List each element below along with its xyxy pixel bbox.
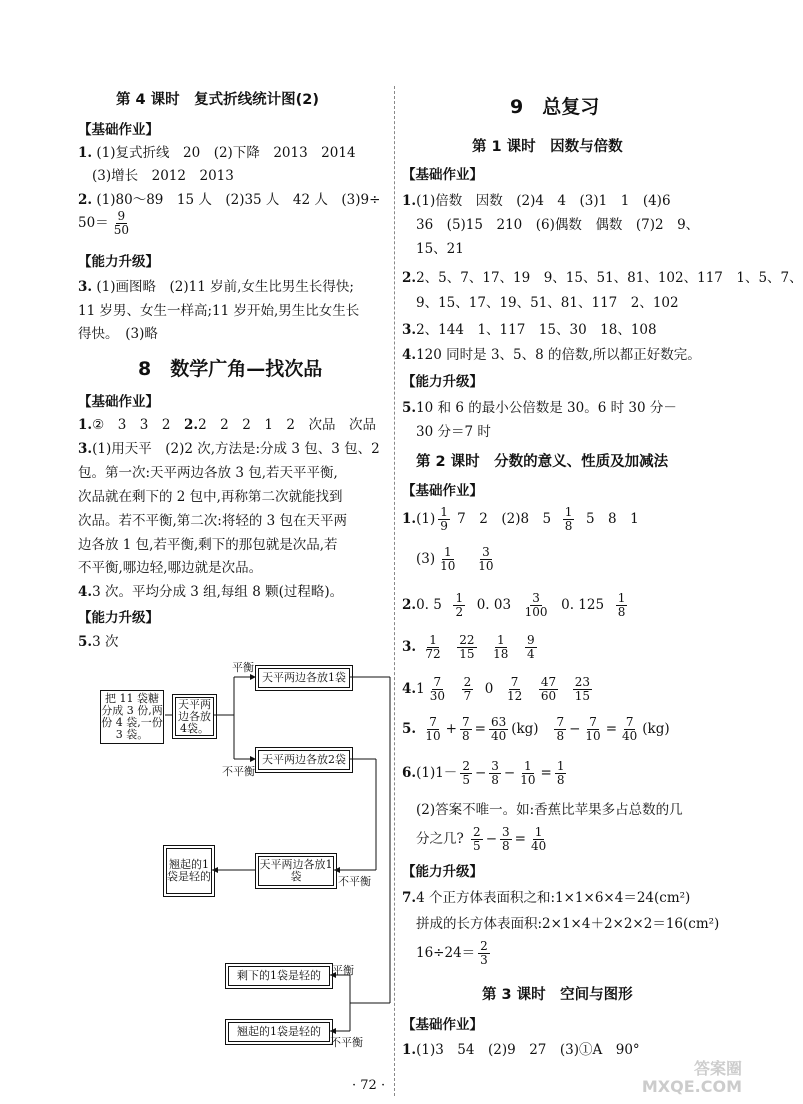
flow-rest-box: 剩下的1袋是轻的 — [228, 966, 330, 986]
advanced-label-2: 【能力升级】 — [78, 610, 159, 626]
label-unbalance-1: 不平衡 — [222, 765, 255, 778]
ch9-answer-5a: 5.10 和 6 的最小公倍数是 30。6 时 30 分－ — [402, 400, 677, 416]
advanced-label: 【能力升级】 — [78, 254, 159, 270]
flow-picked-box: 翘起的1袋是轻的 — [166, 848, 212, 894]
ch8-answer-1: 1.② 3 3 2 2.2 2 2 1 2 次品 次品 — [78, 417, 377, 433]
frac-answer-7b: 拼成的长方体表面积:2×1×4＋2×2×2＝16(cm²) — [416, 916, 720, 932]
flow-mid-box: 天平两边各放2袋 — [258, 750, 350, 770]
ch9-answer-1b: 36 (5)15 210 (6)偶数 偶数 (7)2 9、 — [416, 217, 700, 233]
ch9-answer-2a: 2.2、5、7、17、19 9、15、51、81、102、117 1、5、7、 — [402, 270, 803, 286]
lesson1-title: 第 1 课时 因数与倍数 — [472, 139, 623, 155]
frac-answer-1b: (3) $\frac{1}{10}$ $\frac{3}{10}$ — [416, 545, 494, 573]
chapter8-title: 8 数学广角—找次品 — [138, 358, 323, 380]
answer-2a: 2. (1)80～89 15 人 (2)35 人 42 人 (3)9÷ — [78, 192, 381, 208]
ch8-answer-5: 5.3 次 — [78, 634, 119, 650]
answer-3b: 11 岁男、女生一样高;11 岁开始,男生比女生长 — [78, 303, 360, 319]
ch8-answer-3d: 次品。若不平衡,第二次:将轻的 3 包在天平两 — [78, 513, 348, 529]
ch9-answer-3: 3.2、144 1、117 15、30 18、108 — [402, 322, 657, 338]
frac-answer-6c: 分之几? $\frac{2}{5}$ − $\frac{3}{8}$ = $\frac{1}{40}$ — [416, 825, 547, 853]
flow-step3-box: 天平两边各放1袋 — [258, 856, 334, 886]
answer-3a: 3. (1)画图略 (2)11 岁前,女生比男生长得快; — [78, 279, 354, 295]
ch8-answer-3e: 边各放 1 包,若平衡,剩下的那包就是次品,若 — [78, 537, 338, 553]
advanced-label-4: 【能力升级】 — [402, 864, 483, 880]
answer-1b: (3)增长 2012 2013 — [92, 168, 234, 184]
watermark-logo: 答案圈 MXQE.COM — [641, 1059, 742, 1096]
basic-homework-label: 【基础作业】 — [78, 122, 159, 138]
label-balance-1: 平衡 — [232, 661, 254, 674]
label-balance-2: 平衡 — [332, 964, 354, 977]
ch8-answer-3c: 次品就在剩下的 2 包中,再称第二次就能找到 — [78, 489, 343, 505]
ch8-answer-3b: 包。第一次:天平两边各放 3 包,若天平平衡, — [78, 465, 338, 481]
frac-answer-2: 2.0. 5 $\frac{1}{2}$ 0. 03 $\frac{3}{100}$ 0. 125 $\frac{1}{8}$ — [402, 591, 626, 619]
frac-answer-6b: (2)答案不唯一。如:香蕉比苹果多占总数的几 — [416, 802, 683, 818]
page-number: · 72 · — [352, 1078, 386, 1093]
frac-answer-7a: 7.4 个正方体表面积之和:1×1×6×4＝24(cm²) — [402, 890, 691, 906]
flow-start-box: 把 11 袋糖分成 3 份,两份 4 袋,一份 3 袋。 — [100, 690, 164, 744]
space-answer-1: 1.(1)3 54 (2)9 27 (3)①A 90° — [402, 1042, 640, 1058]
ch9-answer-1a: 1.(1)倍数 因数 (2)4 4 (3)1 1 (4)6 — [402, 193, 671, 209]
frac-answer-4: 4.1 $\frac{7}{30}$ $\frac{2}{7}$ 0 $\frac{7}{12}$ $\frac{47}{60}$ $\frac{23}{15}$ — [402, 675, 591, 703]
label-unbalance-2: 不平衡 — [338, 875, 371, 888]
ch8-answer-3f: 不平衡,哪边轻,哪边就是次品。 — [78, 560, 263, 576]
chapter9-title: 9 总复习 — [510, 96, 600, 118]
ch9-answer-2b: 9、15、17、19、51、81、117 2、102 — [416, 295, 679, 311]
flow-picked2-box: 翘起的1袋是轻的 — [228, 1022, 330, 1042]
basic-homework-label-3: 【基础作业】 — [402, 167, 483, 183]
basic-homework-label-4: 【基础作业】 — [402, 483, 483, 499]
label-unbalance-3: 不平衡 — [330, 1036, 363, 1049]
ch8-answer-4: 4.3 次。平均分成 3 组,每组 8 颗(过程略)。 — [78, 584, 344, 600]
frac-answer-6a: 6.(1)1－ $\frac{2}{5}$ − $\frac{3}{8}$ − $\frac{1}{10}$ = $\frac{1}{8}$ — [402, 759, 565, 787]
lesson3-title: 第 3 课时 空间与图形 — [482, 987, 633, 1003]
frac-answer-3: 3. $\frac{1}{72}$ $\frac{22}{15}$ $\frac{1}{18}$ $\frac{9}{4}$ — [402, 633, 535, 661]
ch9-answer-4: 4.120 同时是 3、5、8 的倍数,所以都正好数完。 — [402, 347, 701, 363]
flow-top-box: 天平两边各放1袋 — [258, 668, 350, 688]
ch8-answer-3a: 3.(1)用天平 (2)2 次,方法是:分成 3 包、3 包、2 — [78, 441, 380, 457]
basic-homework-label-2: 【基础作业】 — [78, 394, 159, 410]
column-divider — [394, 86, 395, 1096]
basic-homework-label-5: 【基础作业】 — [402, 1017, 483, 1033]
frac-answer-7c: 16÷24＝ $\frac{2}{3}$ — [416, 939, 488, 967]
frac-answer-1a: 1.(1) $\frac{1}{9}$ 7 2 (2)8 5 $\frac{1}{8}$ 5 8 1 — [402, 505, 639, 533]
flow-step1-box: 天平两边各放4袋。 — [175, 697, 214, 736]
ch9-answer-5b: 30 分＝7 时 — [416, 424, 491, 440]
frac-answer-5: 5. $\frac{7}{10}$ + $\frac{7}{8}$ = $\frac{63}{40}$ (kg) $\frac{7}{8}$ − $\frac{7}{10}$ = $\frac{7}{40}$ (kg) — [402, 715, 670, 743]
answer-2b: 50＝ $\frac{9}{50}$ — [78, 209, 129, 237]
lesson4-title: 第 4 课时 复式折线统计图(2) — [116, 92, 320, 108]
answer-1a: 1. (1)复式折线 20 (2)下降 2013 2014 — [78, 145, 356, 161]
answer-3c: 得快。 (3)略 — [78, 326, 158, 342]
ch9-answer-1c: 15、21 — [416, 241, 464, 257]
advanced-label-3: 【能力升级】 — [402, 374, 483, 390]
lesson2-title: 第 2 课时 分数的意义、性质及加减法 — [416, 454, 669, 470]
